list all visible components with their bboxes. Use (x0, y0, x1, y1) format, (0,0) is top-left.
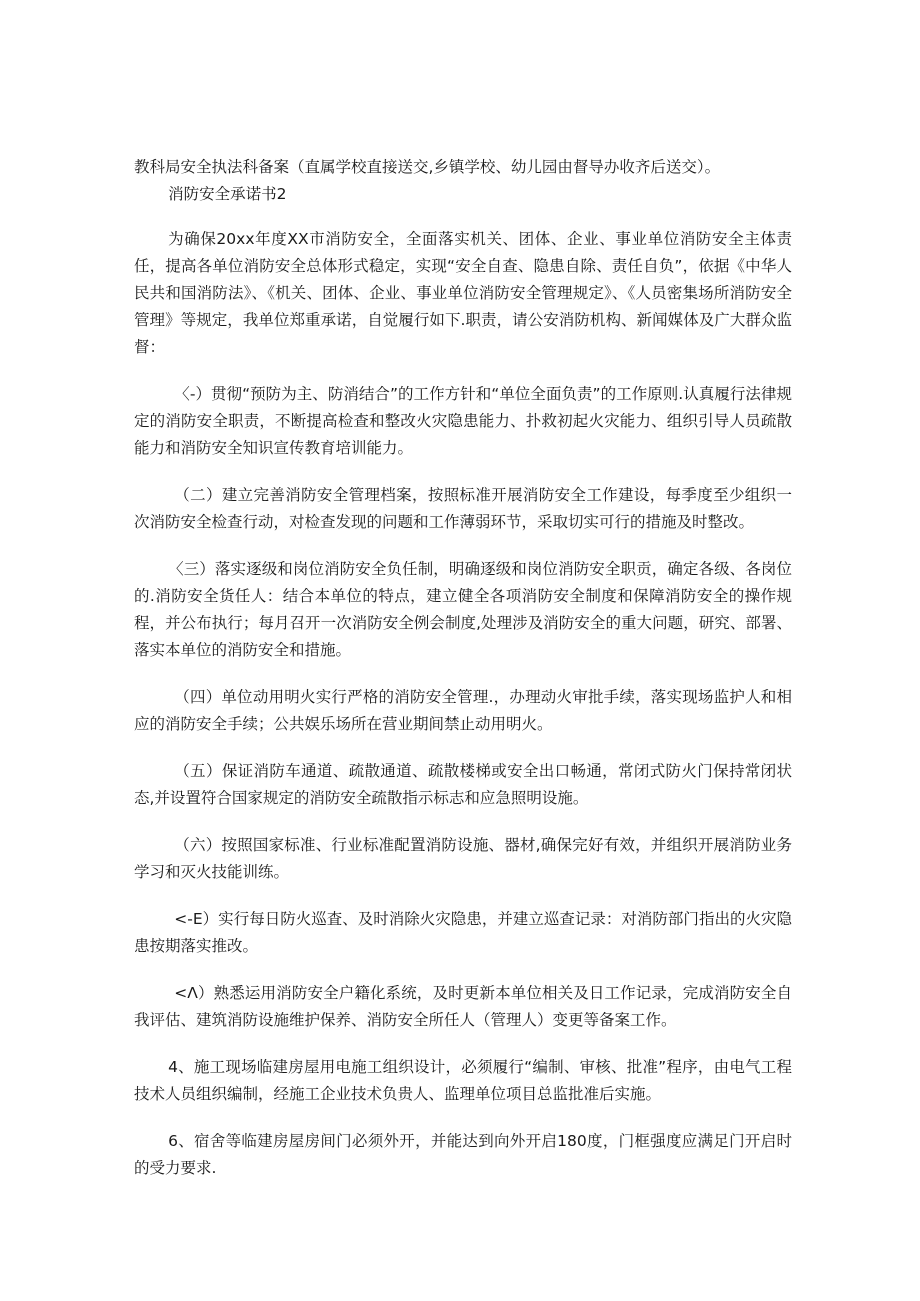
commitment-item-5: （五）保证消防车通道、疏散通道、疏散楼梯或安全出口畅通，常闭式防火门保持常闭状态,并设置符合国家规定的消防安全疏散指示标志和应急照明设施。 (134, 762, 792, 807)
intro-paragraph: 为确保20xx年度XX市消防安全，全面落实机关、团体、企业、事业单位消防安全主体责任，提高各单位消防安全总体形式稳定，实现“安全自查、隐患自除、责任自负”，依据《中华人民共和国消防法》、《机关、团体、企业、事业单位消防安全管理规定》、《人员密集场所消防安全管理》等规定，我单位郑重承诺，自觉履行如下.职责，请公安消防机构、新闻媒体及广大群众监督： (134, 230, 792, 356)
note-paragraph-4: 4、施工现场临建房屋用电施工组织设计，必须履行“编制、审核、批准”程序，由电气工程技术人员组织编制，经施工企业技术负贵人、监理单位项目总监批准后实施。 (134, 1058, 792, 1103)
document-body (134, 154, 792, 1182)
commitment-item-3: 〈三）落实逐级和岗位消防安全负任制，明确逐级和岗位消防安全职贡，确定各级、各岗位的.消防安全货任人：结合本单位的特点，建立健全各项消防安全制度和保障消防安全的操作规程，并公布执行；每月召开一次消防安全例会制度,处理涉及消防安全的重大问题，研究、部署、落实本单位的消防安全和措施。 (134, 560, 792, 659)
commitment-item-1: 〈-）贯彻“预防为主、防消结合”的工作方针和“单位全面负责”的工作原则.认真履行法律规定的消防安全职责，不断提高检查和整改火灾隐患能力、扑救初起火灾能力、组织引导人员疏散能力和消防安全知识宣传教育培训能力。 (134, 385, 792, 457)
commitment-item-6: （六）按照国家标准、行业标准配置消防设施、器材,确保完好有效，并组织开展消防业务学习和灭火技能训练。 (134, 836, 792, 881)
commitment-item-2: （二）建立完善消防安全管理档案，按照标准开展消防安全工作建设，每季度至少组织一次消防安全检查行动，对检查发现的问题和工作薄弱环节，采取切实可行的措施及时整改。 (134, 486, 792, 531)
carryover-paragraph: 教科局安全执法科备案（直属学校直接送交,乡镇学校、幼儿园由督导办收齐后送交）。 (134, 158, 721, 176)
note-paragraph-6: 6、宿舍等临建房屋房间门必须外开，并能达到向外开启180度，门框强度应满足门开启时的受力要求. (134, 1132, 792, 1177)
commitment-item-7: <-E）实行每日防火巡査、及时消除火灾隐患，并建立巡查记录：对消防部门指出的火灾隐患按期落实推改。 (134, 910, 792, 955)
commitment-item-4: （四）单位动用明火实行严格的消防安全管理.，办理动火审批手续，落实现场监护人和相应的消防安全手续；公共娱乐场所在营业期间禁止动用明火。 (134, 688, 792, 733)
commitment-item-8: <Λ）熟悉运用消防安全户籍化系统，及时更新本单位相关及日工作记录，完成消防安全自我评估、建筑消防设施维护保养、消防安全所任人（管理人）变更等备案工作。 (134, 984, 792, 1029)
section-heading: 消防安全承诺书2 (168, 185, 287, 203)
